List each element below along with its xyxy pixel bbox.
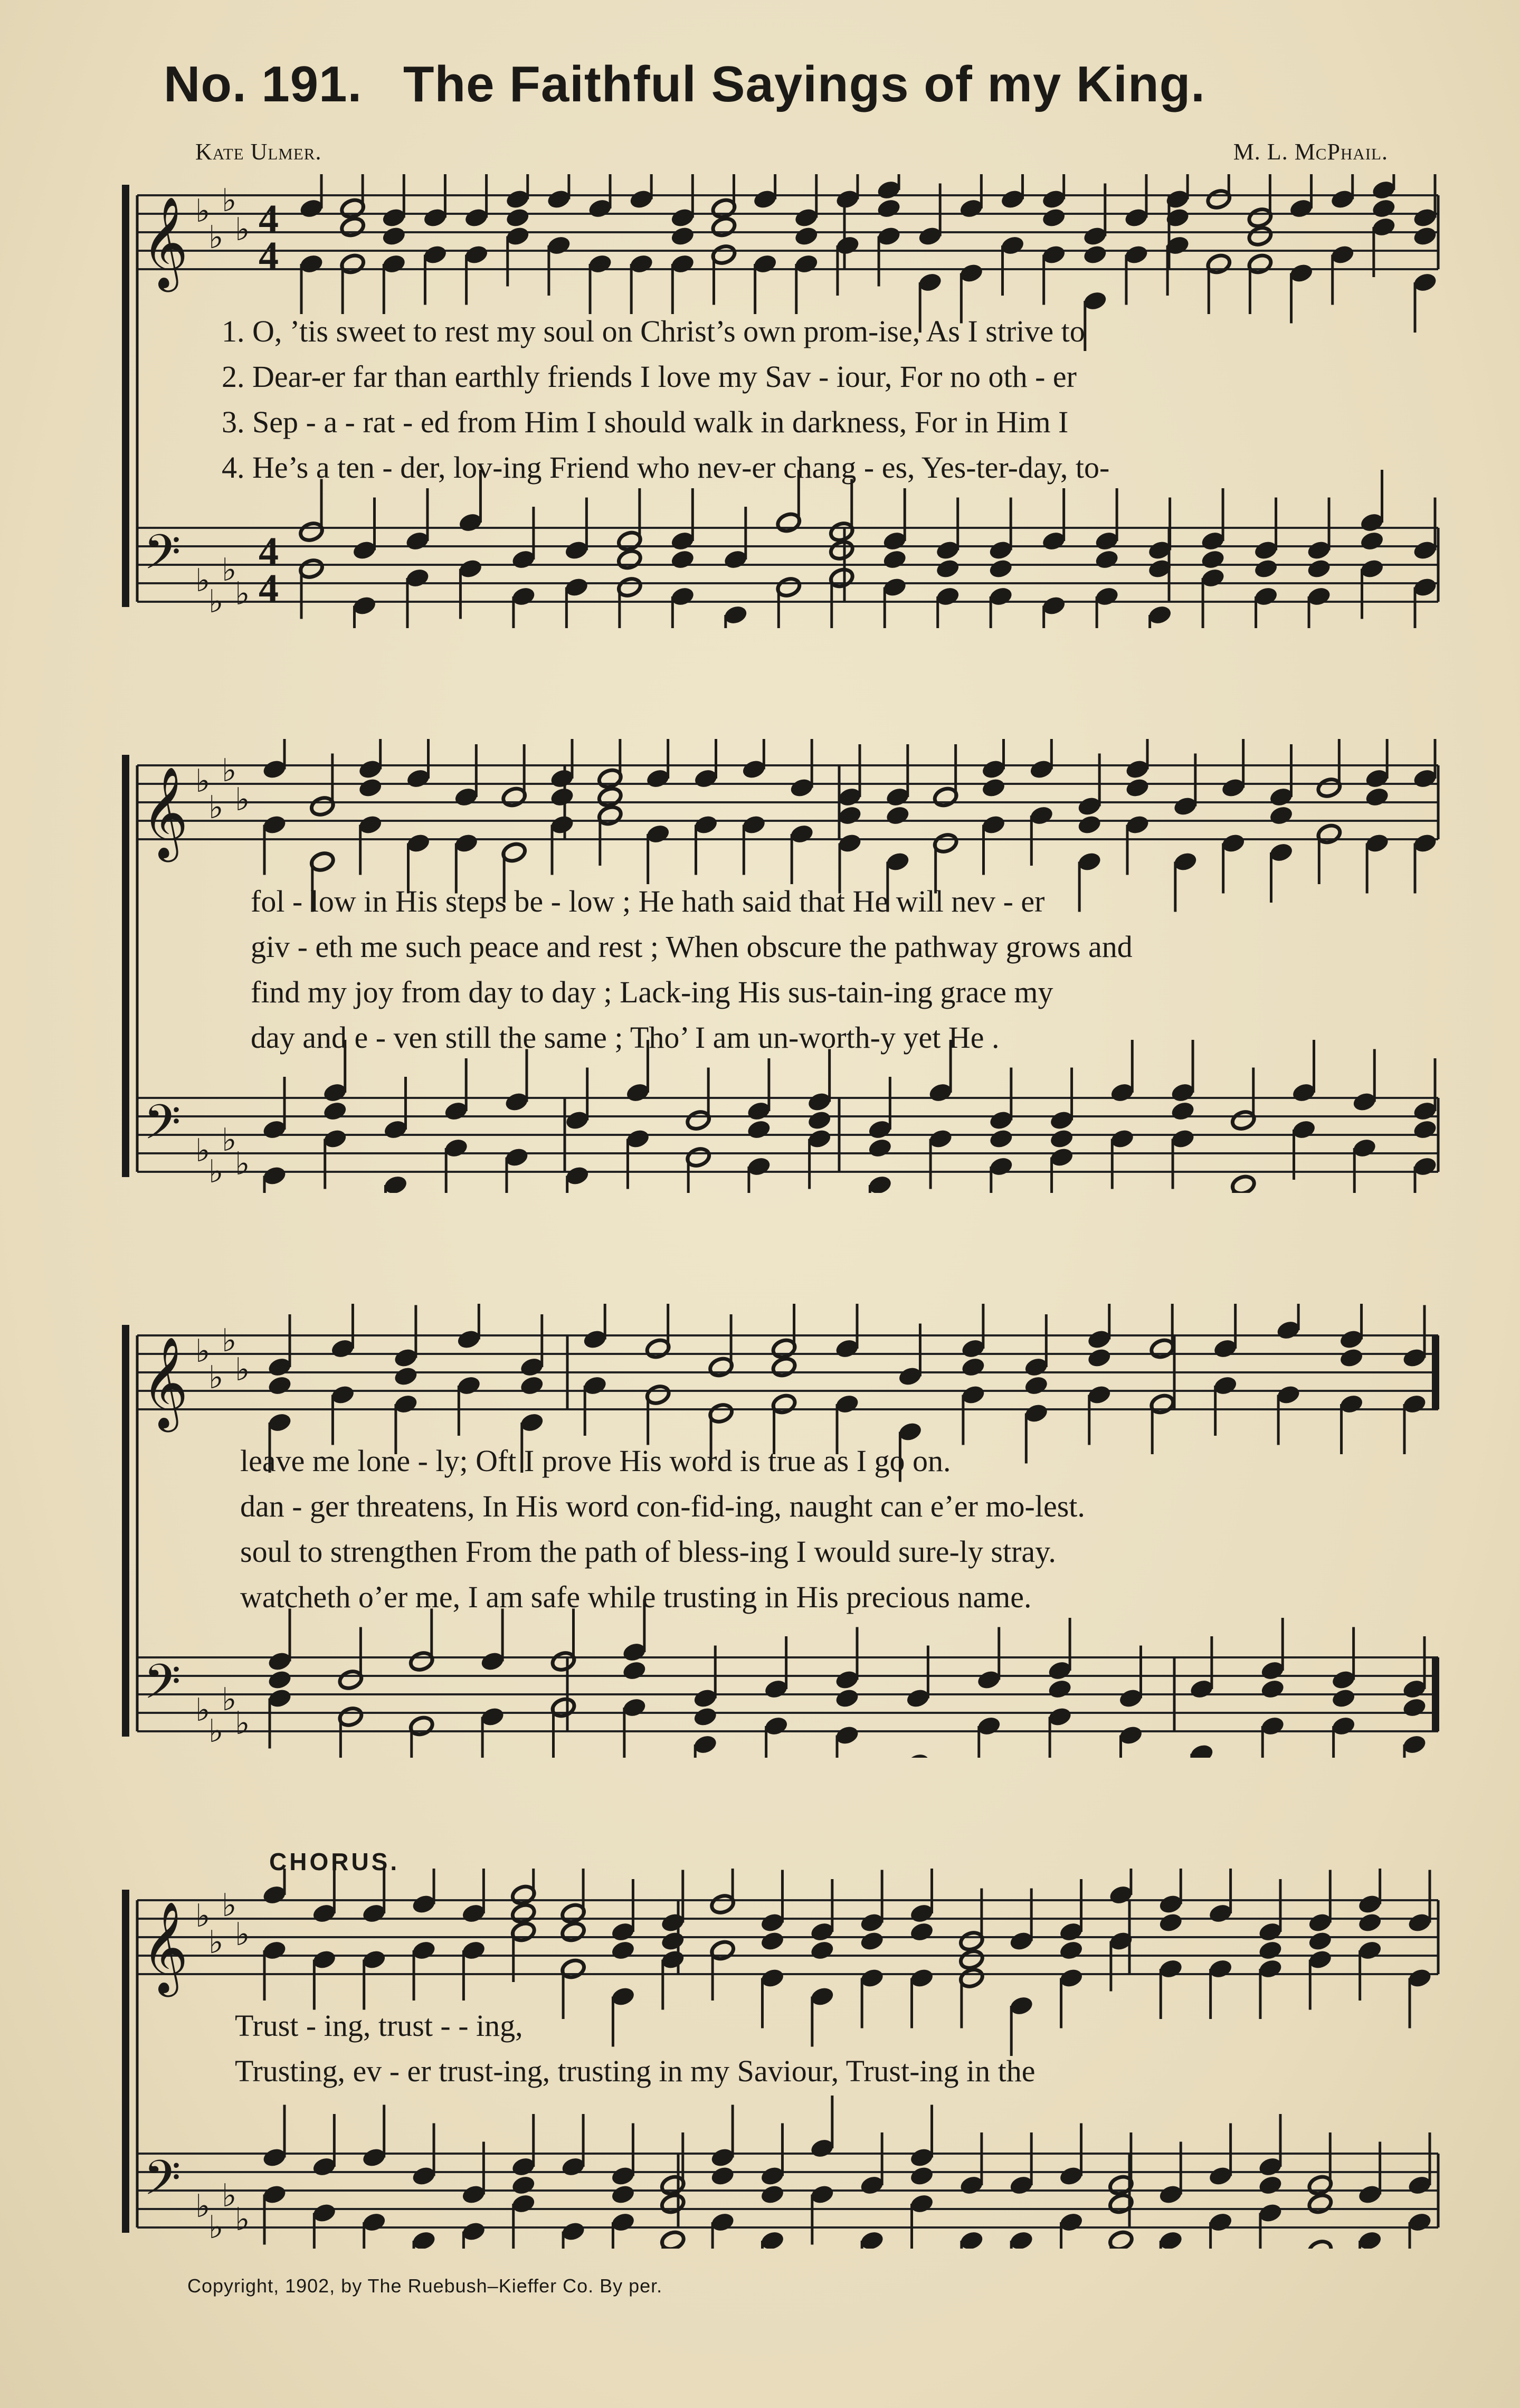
lyric-line: 2. Dear-er far than earthly friends I love my Sav - iour, For no oth - er [222,359,1077,394]
treble-clef-icon: 𝄞 [141,766,188,858]
notehead [867,1137,894,1160]
treble-clef-icon: 𝄞 [141,1336,188,1428]
notehead [549,786,575,809]
hymn-composer: M. L. McPhail. [1233,139,1388,165]
svg-text:♭: ♭ [235,1145,250,1182]
bass-time-signature-bottom: 4 [259,566,279,611]
notehead [1086,1347,1113,1369]
notes-bass [298,470,1438,628]
notehead [837,804,863,827]
lyric-line: 4. He’s a ten - der, lov-ing Friend who nev-er chang - es, Yes-ter-day, to- [222,450,1110,485]
lyric-line: fol - low in His steps be - low ; He hath said that He will nev - er [251,884,1045,918]
lyric-line: Trust - ing, trust - - ing, [235,2008,523,2043]
notehead [834,1687,860,1710]
notehead [510,1902,537,1925]
notehead [1412,1118,1438,1141]
notehead [809,1939,835,1962]
svg-text:♭: ♭ [235,781,250,818]
svg-text:♭: ♭ [195,193,211,230]
bass-clef-icon: 𝄢 [144,524,181,592]
notehead [909,1921,935,1944]
key-signature-bass [195,552,250,620]
svg-text:♭: ♭ [195,1898,211,1935]
bass-clef-icon: 𝄢 [144,1654,181,1721]
notehead [1307,1930,1333,1952]
notehead [793,225,820,248]
notehead [1401,1696,1428,1719]
lyric-line: day and e - ven still the same ; Tho’ I am un-worth-y yet He . [251,1020,1000,1055]
notehead [1049,1127,1075,1150]
hymn-title: The Faithful Sayings of my King. [403,56,1205,112]
notehead [709,2165,736,2187]
svg-text:♭: ♭ [208,1153,224,1190]
treble-clef-icon: 𝄞 [141,1901,188,1993]
svg-text:♭: ♭ [195,562,211,599]
notehead [1357,1911,1383,1934]
time-signature-top: 4 [259,197,279,241]
notehead [759,2183,786,2206]
treble-clef-icon: 𝄞 [141,196,188,288]
notehead [987,557,1014,580]
notehead [806,1109,833,1132]
notehead [960,1356,986,1379]
key-signature-treble [195,1322,250,1396]
svg-text:♭: ♭ [222,2177,237,2214]
svg-text:♭: ♭ [222,1681,237,1718]
notehead [339,216,366,239]
notehead [905,1752,932,1758]
notehead [393,1365,419,1388]
notehead [1247,225,1274,248]
notehead [981,776,1007,799]
lyric-line: 3. Sep - a - rat - ed from Him I should walk in darkness, For in Him I [222,405,1069,439]
svg-text:♭: ♭ [208,789,224,826]
key-signature-treble [195,182,250,256]
notehead [267,1374,293,1397]
lyric-line: leave me lone - ly; Oft I prove His word is true as I go on. [240,1444,951,1478]
notehead [746,1118,772,1141]
notehead [958,1948,985,1971]
bass-staff [137,1657,1438,1731]
svg-text:♭: ♭ [208,219,224,256]
svg-text:♭: ♭ [195,1132,211,1169]
notehead [1157,1911,1184,1934]
svg-text:♭: ♭ [222,1322,237,1359]
svg-text:♭: ♭ [235,211,250,248]
notehead [885,804,911,827]
bass-staff [137,528,1438,602]
notehead [1082,243,1108,266]
notehead [669,548,696,571]
svg-text:♭: ♭ [195,1333,211,1370]
lyric-line: dan - ger threatens, In His word con-fid-ing, naught can e’er mo-lest. [240,1489,1085,1523]
svg-text:♭: ♭ [222,752,237,789]
bass-clef-icon: 𝄢 [144,2150,181,2217]
notehead [1076,813,1103,836]
notehead [621,1660,648,1682]
notehead [1331,1687,1357,1710]
lyrics-system-2 [251,879,1133,1060]
svg-text:♭: ♭ [195,1692,211,1729]
notehead [829,539,855,562]
key-signature-treble [195,752,250,826]
notehead [610,1939,636,1962]
notehead [859,1930,885,1952]
notes-bass [267,1599,1428,1758]
key-signature-bass [195,2177,250,2246]
hymn-author: Kate Ulmer. [195,139,322,165]
notehead [510,2174,537,2197]
lyric-line: Trusting, ev - er trust-ing, trusting in my Saviour, Trust-ing in the [235,2054,1036,2088]
notehead [1257,2174,1284,2197]
notehead [616,548,643,571]
treble-staff [137,195,1438,269]
svg-text:♭: ♭ [222,1887,237,1924]
notehead [935,557,961,580]
chorus-label: CHORUS. [269,1848,400,1875]
notehead [560,1921,586,1944]
svg-text:♭: ♭ [195,2188,211,2225]
notehead [1047,1678,1073,1701]
hymn-title-line [164,55,1378,113]
notehead [988,1127,1014,1150]
notehead [1023,1374,1049,1397]
notehead [1306,557,1332,580]
notehead [1371,197,1397,220]
svg-text:♭: ♭ [208,1359,224,1396]
notehead [267,1668,293,1691]
key-signature-bass [195,1122,250,1190]
lyric-line: soul to strengthen From the path of bless-ing I would sure-ly stray. [240,1534,1056,1569]
notehead [1170,1100,1196,1123]
notehead [1094,548,1120,571]
notehead [660,2193,686,2215]
svg-text:♭: ♭ [222,552,237,589]
svg-text:♭: ♭ [222,182,237,219]
notehead [1307,2193,1333,2215]
notehead [881,548,908,571]
svg-text:♭: ♭ [235,1705,250,1742]
svg-text:♭: ♭ [208,1924,224,1961]
notehead [909,2165,935,2187]
lyrics-system-3 [240,1438,1085,1620]
notehead [610,2183,636,2206]
notehead [357,776,384,799]
key-signature-bass [195,1681,250,1750]
notehead [759,1930,786,1952]
lyric-line: giv - eth me such peace and rest ; When obscure the pathway grows and [251,930,1133,964]
svg-text:♭: ♭ [235,1916,250,1953]
notehead [519,1374,545,1397]
notehead [1058,1939,1085,1962]
notehead [597,786,623,809]
notehead [1041,206,1067,229]
copyright-notice: Copyright, 1902, by The Ruebush–Kieffer Co. By per. [187,2275,663,2297]
lyrics-chorus [235,2003,1035,2094]
notehead [711,216,737,239]
svg-text:♭: ♭ [235,2201,250,2238]
lyrics-system-1 [222,309,1109,490]
time-signature-bottom: 4 [259,234,279,278]
notehead [381,225,407,248]
bass-time-signature-top: 4 [259,529,279,574]
notehead [1200,548,1226,571]
notehead [692,1705,718,1728]
svg-text:♭: ♭ [235,575,250,612]
notehead [1257,1939,1284,1962]
notehead [1359,530,1385,553]
notehead [660,1930,686,1952]
notehead [1259,1678,1286,1701]
svg-text:♭: ♭ [208,583,224,620]
notehead [771,1356,797,1379]
notehead [876,197,902,220]
notehead [1364,786,1390,809]
hymn-number: No. 191. [164,56,363,112]
notehead [505,206,531,229]
lyric-line: find my joy from day to day ; Lack-ing His sus-tain-ing grace my [251,975,1053,1009]
lyric-line: 1. O, ’tis sweet to rest my soul on Christ’s own prom-ise, As I strive to [222,314,1085,348]
bass-clef-icon: 𝄢 [144,1094,181,1162]
svg-text:♭: ♭ [208,1713,224,1750]
notehead [1307,2239,1333,2249]
notehead [322,1100,348,1123]
notehead [1268,804,1295,827]
notehead [669,225,696,248]
lyric-line: watcheth o’er me, I am safe while trusting in His precious name. [240,1580,1032,1614]
svg-text:♭: ♭ [208,2209,224,2246]
notehead [1124,776,1151,799]
svg-text:♭: ♭ [195,763,211,800]
notehead [1253,557,1279,580]
svg-text:♭: ♭ [235,1351,250,1388]
notehead [1412,225,1438,248]
key-signature-treble [195,1887,250,1961]
svg-text:♭: ♭ [222,1122,237,1159]
notehead [1338,1347,1365,1369]
